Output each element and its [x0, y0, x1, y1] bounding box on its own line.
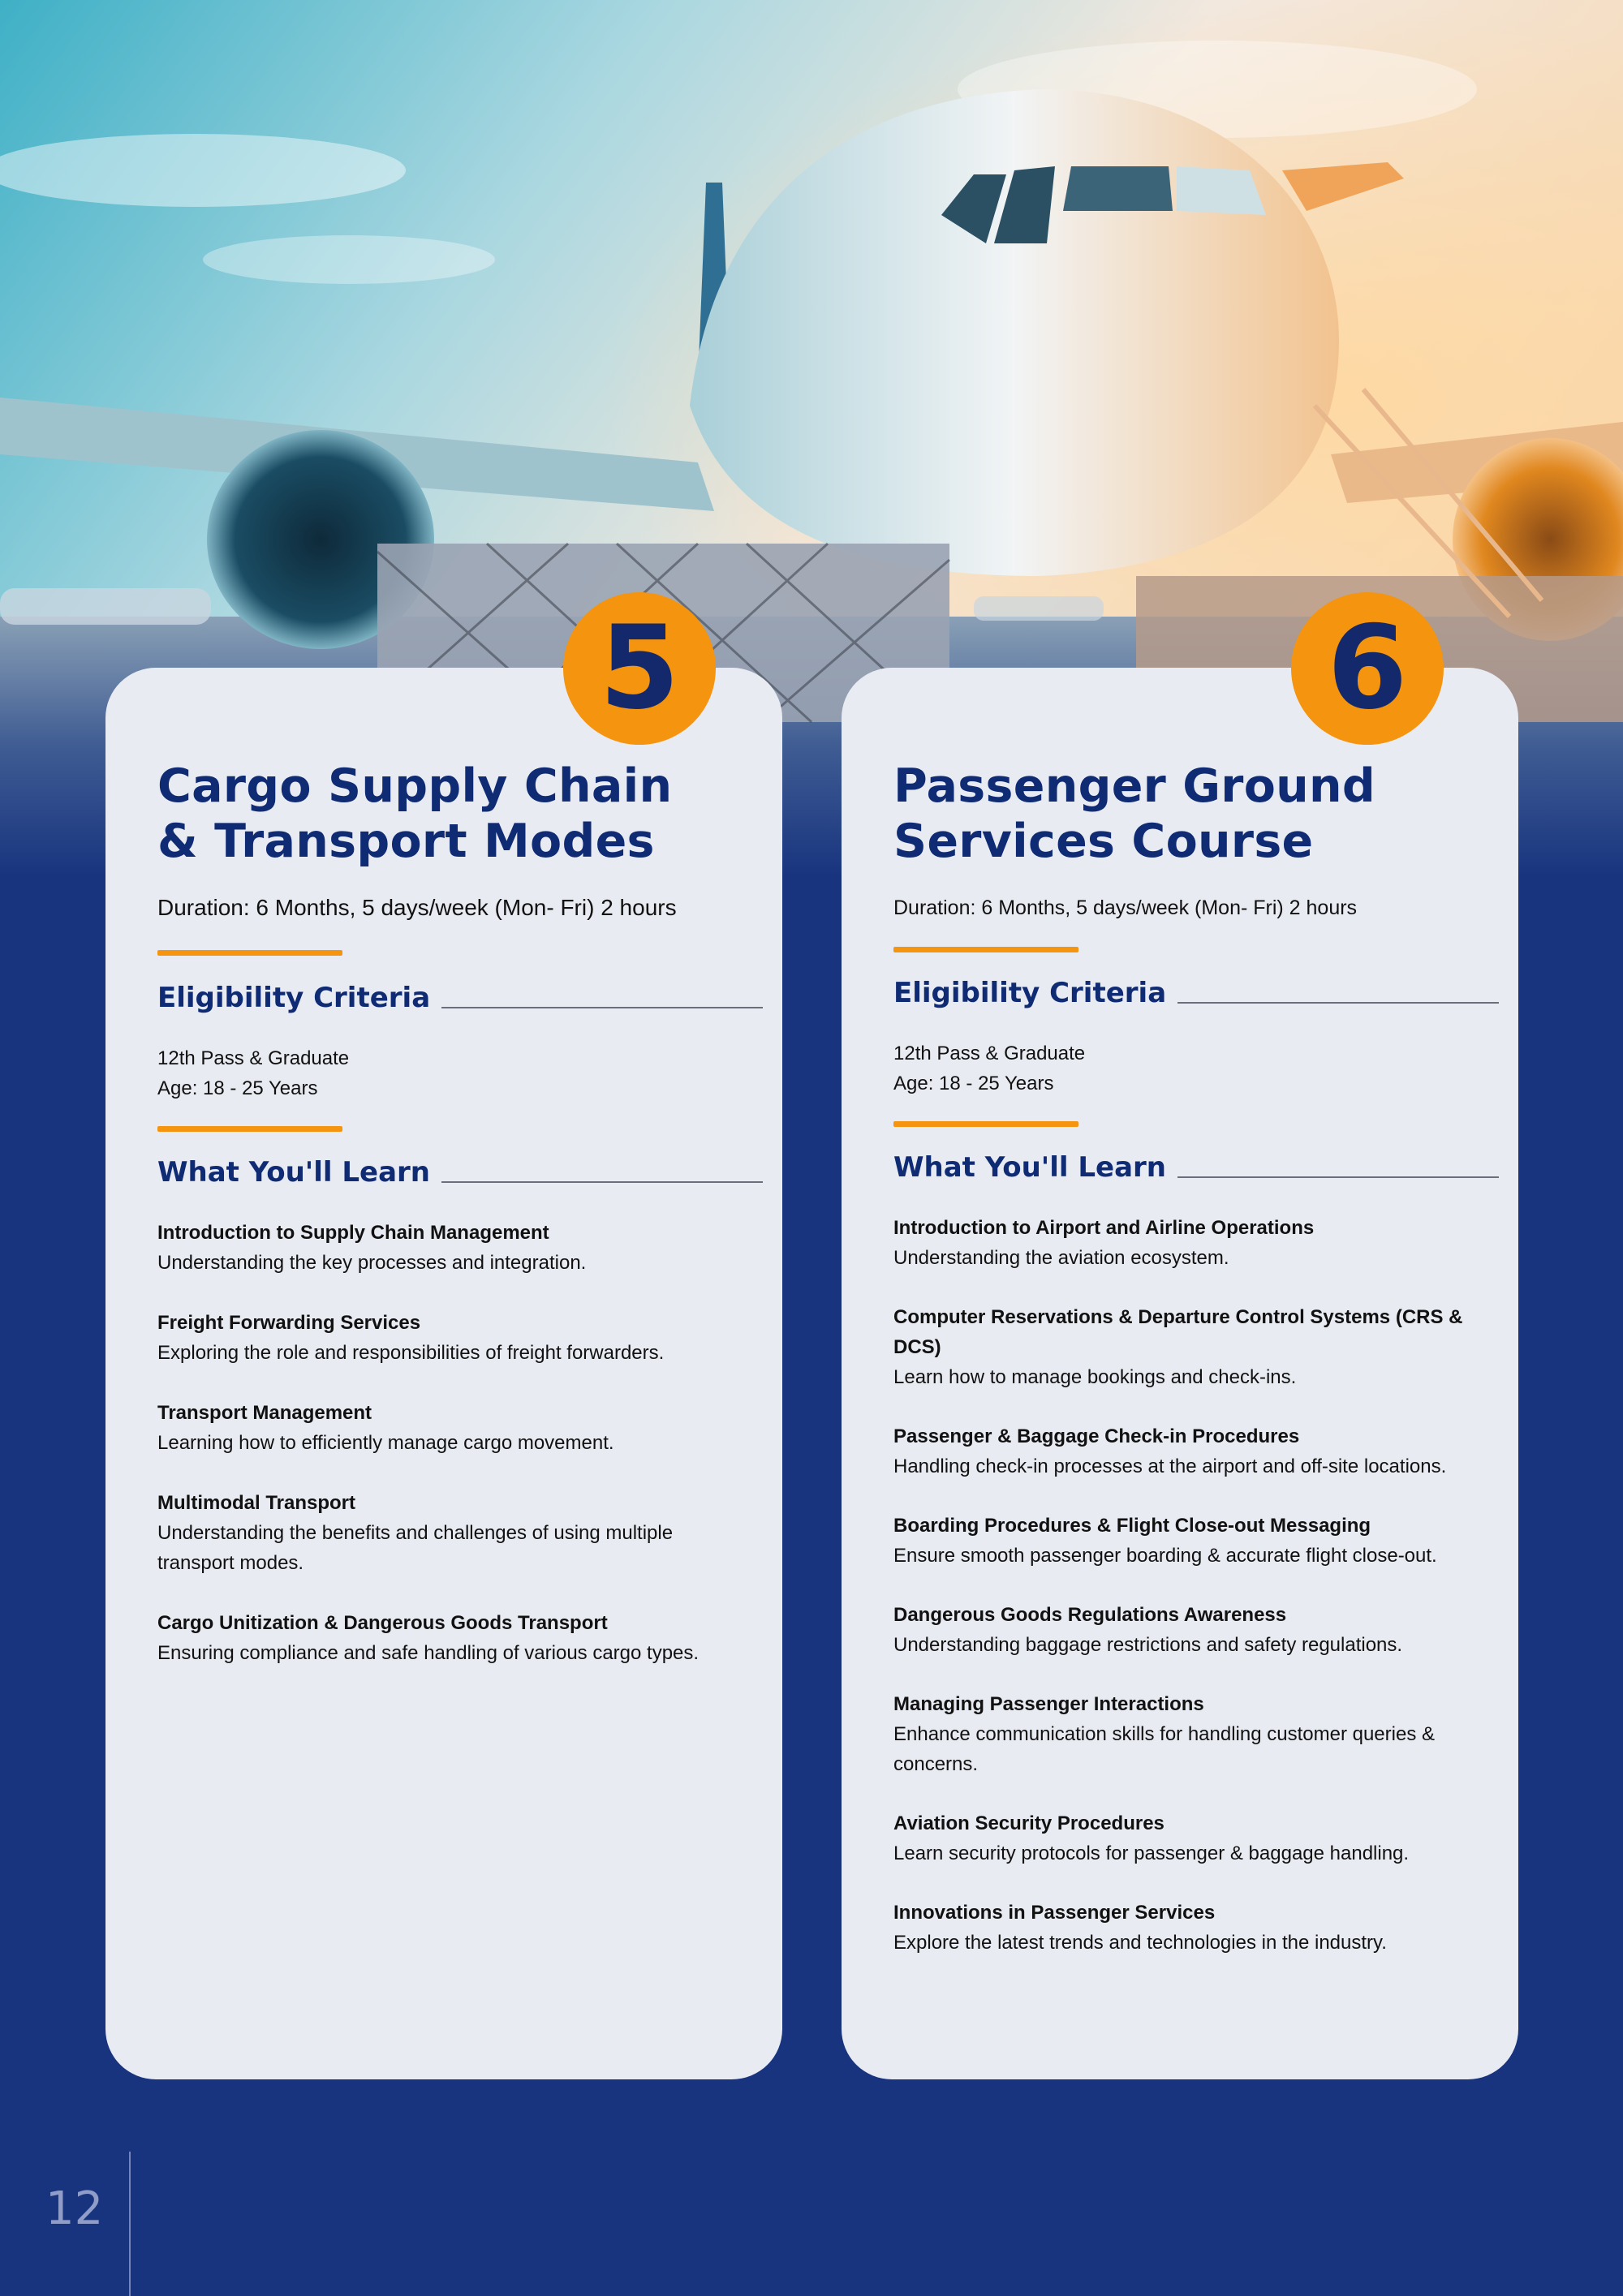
- list-item-title: Introduction to Airport and Airline Operations: [893, 1217, 1315, 1239]
- eligibility-heading-label: Eligibility Criteria: [157, 982, 431, 1014]
- list-item: [893, 1689, 1486, 1779]
- list-item: [893, 1898, 1486, 1958]
- list-item: [893, 1511, 1486, 1571]
- course-number-badge: 6: [1291, 592, 1444, 745]
- list-item-desc: Explore the latest trends and technologies in the industry.: [893, 1932, 1387, 1954]
- eligibility-qualification: 12th Pass & Graduate: [893, 1043, 1086, 1064]
- list-item: [157, 1308, 750, 1368]
- list-item-desc: Learn security protocols for passenger & baggage handling.: [893, 1842, 1410, 1864]
- list-item-title: Passenger & Baggage Check-in Procedures: [893, 1425, 1300, 1447]
- footer-divider: [129, 2152, 131, 2296]
- divider: [893, 1121, 1078, 1127]
- heading-underline: [1177, 1002, 1499, 1004]
- list-item-title: Multimodal Transport: [157, 1492, 356, 1514]
- course-card-passenger: [842, 601, 1518, 2079]
- course-title-line1: Passenger Ground: [893, 759, 1376, 813]
- list-item-desc: Understanding baggage restrictions and safety regulations.: [893, 1634, 1403, 1656]
- eligibility-heading: [157, 982, 750, 1014]
- list-item-desc: Enhance communication skills for handling customer queries & concerns.: [893, 1723, 1435, 1775]
- course-title: [157, 759, 750, 869]
- list-item-title: Freight Forwarding Services: [157, 1312, 421, 1334]
- course-card-cargo: [105, 601, 782, 2079]
- course-title: [893, 759, 1486, 869]
- list-item: [893, 1302, 1486, 1392]
- heading-underline: [441, 1181, 763, 1183]
- eligibility-qualification: 12th Pass & Graduate: [157, 1047, 350, 1069]
- learn-heading-label: What You'll Learn: [157, 1156, 430, 1189]
- list-item-desc: Understanding the benefits and challenges of using multiple transport modes.: [157, 1522, 674, 1574]
- list-item-title: Cargo Unitization & Dangerous Goods Transport: [157, 1612, 608, 1634]
- list-item-desc: Learn how to manage bookings and check-ins.: [893, 1366, 1297, 1388]
- eligibility-heading: [893, 977, 1486, 1009]
- course-title-line1: Cargo Supply Chain: [157, 759, 673, 813]
- course-title-line2: & Transport Modes: [157, 815, 655, 868]
- list-item-title: Transport Management: [157, 1402, 372, 1424]
- course-duration: Duration: 6 Months, 5 days/week (Mon- Fri) 2 hours: [157, 895, 677, 920]
- list-item: [893, 1213, 1486, 1273]
- list-item: [893, 1808, 1486, 1868]
- list-item-title: Aviation Security Procedures: [893, 1812, 1165, 1834]
- list-item-title: Computer Reservations & Departure Control Systems (CRS & DCS): [893, 1306, 1463, 1358]
- course-title-line2: Services Course: [893, 815, 1314, 868]
- list-item: [893, 1421, 1486, 1481]
- list-item-title: Dangerous Goods Regulations Awareness: [893, 1604, 1287, 1626]
- divider: [157, 1126, 342, 1132]
- heading-underline: [441, 1007, 763, 1008]
- list-item: [157, 1398, 750, 1458]
- learn-heading: [893, 1151, 1486, 1184]
- eligibility-age: Age: 18 - 25 Years: [157, 1077, 318, 1099]
- divider: [157, 950, 342, 956]
- course-number-badge: 5: [563, 592, 716, 745]
- list-item: [157, 1488, 750, 1578]
- list-item: [157, 1218, 750, 1278]
- course-duration: Duration: 6 Months, 5 days/week (Mon- Fri) 2 hours: [893, 896, 1358, 919]
- list-item-desc: Learning how to efficiently manage cargo movement.: [157, 1432, 614, 1454]
- list-item-title: Innovations in Passenger Services: [893, 1902, 1216, 1924]
- list-item: [893, 1600, 1486, 1660]
- list-item-desc: Exploring the role and responsibilities of freight forwarders.: [157, 1342, 665, 1364]
- list-item-title: Managing Passenger Interactions: [893, 1693, 1204, 1715]
- list-item-desc: Understanding the key processes and integration.: [157, 1252, 587, 1274]
- list-item-desc: Understanding the aviation ecosystem.: [893, 1247, 1229, 1269]
- learn-list: [157, 1218, 750, 1668]
- learn-list: [893, 1213, 1486, 1958]
- list-item-title: Boarding Procedures & Flight Close-out Messaging: [893, 1515, 1371, 1537]
- page-number: 12: [45, 2182, 104, 2235]
- heading-underline: [1177, 1176, 1499, 1178]
- list-item: [157, 1608, 750, 1668]
- learn-heading: [157, 1156, 750, 1189]
- divider: [893, 947, 1078, 952]
- list-item-desc: Ensuring compliance and safe handling of various cargo types.: [157, 1642, 700, 1664]
- eligibility-details: [893, 1038, 1486, 1099]
- eligibility-details: [157, 1043, 750, 1103]
- learn-heading-label: What You'll Learn: [893, 1151, 1166, 1184]
- list-item-desc: Handling check-in processes at the airport and off-site locations.: [893, 1455, 1447, 1477]
- list-item-title: Introduction to Supply Chain Management: [157, 1222, 549, 1244]
- eligibility-heading-label: Eligibility Criteria: [893, 977, 1167, 1009]
- list-item-desc: Ensure smooth passenger boarding & accurate flight close-out.: [893, 1545, 1437, 1567]
- eligibility-age: Age: 18 - 25 Years: [893, 1073, 1054, 1094]
